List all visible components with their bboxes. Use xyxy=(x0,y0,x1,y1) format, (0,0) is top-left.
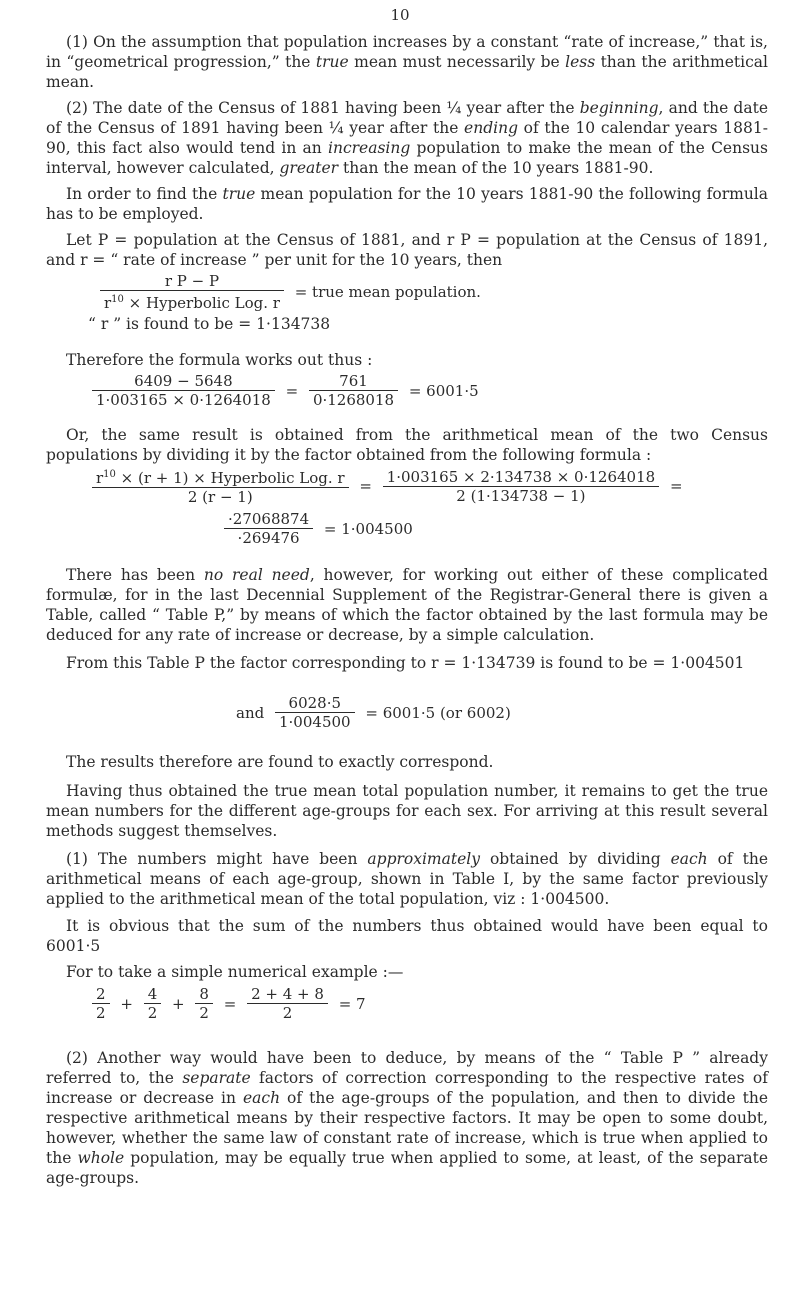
worked-numerator-2: 761 xyxy=(339,372,368,390)
example-fraction-3 xyxy=(195,985,213,1022)
check-denominator: 1·004500 xyxy=(275,712,355,731)
paragraph-factor-found: From this Table P the factor corresponding to r = 1·134739 is found to be = 1·004501 xyxy=(66,654,745,672)
plus-sign: + xyxy=(120,994,133,1013)
worked-result: = 6001·5 xyxy=(408,381,479,400)
factor-result-fraction xyxy=(224,510,313,547)
formula-denominator xyxy=(100,290,284,312)
factor-numerator-numeric: 1·003165 × 2·134738 × 0·1264018 xyxy=(386,467,656,486)
equals-sign: = xyxy=(223,994,237,1013)
r-symbol: r xyxy=(96,469,104,487)
equals-sign: = xyxy=(359,477,372,495)
exponent: 10 xyxy=(111,294,124,305)
factor-fraction xyxy=(92,466,349,506)
formula-factor xyxy=(92,466,689,506)
example-fraction-2 xyxy=(144,985,162,1022)
paragraph-method-2: (2) Another way would have been to deduce, by means of the “ Table P ” already referred to, the separate factors of correction corresponding to the respective rates of increase or decrease in each of the age-groups of the population, and then to divide the respective arithmetical means by their respective factors. It may be open to some doubt, however, whether the same law of constant rate of increase, which is true when applied to the whole population, may be equally true when applied to some, at least, of the separate age-groups. xyxy=(46,1049,769,1187)
formula-worked xyxy=(92,372,485,409)
worked-denominator-2: 0·1268018 xyxy=(309,390,398,409)
equals-sign: = xyxy=(669,477,683,495)
factor-fraction-numeric xyxy=(383,468,659,505)
and-word: and xyxy=(236,703,265,722)
formula-rhs: = true mean population. xyxy=(294,283,481,301)
paragraph-let-p: Let P = population at the Census of 1881, and r P = population at the Census of 1891, and r = “ rate of increase ” per unit for the 10 years, then xyxy=(46,231,768,269)
numerical-example xyxy=(92,985,372,1022)
paragraph-assumption: (1) On the assumption that population increases by a constant “rate of increase,” that is, in “geometrical progression,” the true mean must necessarily be less than the arithmetical mean. xyxy=(46,33,768,91)
check-result: = 6001·5 (or 6002) xyxy=(365,703,511,722)
r-value-line: “ r ” is found to be = 1·134738 xyxy=(88,315,331,333)
formula-true-mean xyxy=(100,272,487,312)
example-denominator: 2 xyxy=(195,1003,213,1022)
example-result: = 7 xyxy=(338,994,366,1013)
paragraph-method-1: (1) The numbers might have been approximately obtained by dividing each of the arithmetical means of each age-group, shown in Table I, by the same factor previously applied to the arithmetical mean of the total population, viz : 1·004500. xyxy=(46,850,768,908)
paragraph-true-mean: In order to find the true mean population for the 10 years 1881-90 the following formula has to be employed. xyxy=(46,185,768,223)
example-sum-denominator: 2 xyxy=(247,1003,328,1022)
example-numerator: 8 xyxy=(199,985,209,1003)
therefore-line: Therefore the formula works out thus : xyxy=(66,351,373,369)
worked-fraction-2 xyxy=(309,372,398,409)
formula-fraction xyxy=(100,272,284,312)
plus-sign: + xyxy=(172,994,185,1013)
factor-result-numerator: ·27068874 xyxy=(228,510,310,528)
page-number: 10 xyxy=(390,6,410,24)
worked-numerator-1: 6409 − 5648 xyxy=(134,372,233,390)
factor-result-value: = 1·004500 xyxy=(323,519,413,538)
equals-sign: = xyxy=(285,381,299,400)
exponent: 10 xyxy=(103,469,116,480)
worked-fraction-1 xyxy=(92,372,275,409)
example-denominator: 2 xyxy=(144,1003,162,1022)
factor-result-denominator: ·269476 xyxy=(224,528,313,547)
factor-denominator-numeric: 2 (1·134738 − 1) xyxy=(383,486,659,505)
paragraph-sum-equal: It is obvious that the sum of the numbers thus obtained would have been equal to 6001·5 xyxy=(46,917,768,955)
example-sum-numerator: 2 + 4 + 8 xyxy=(251,985,324,1003)
hyperbolic-log: × Hyperbolic Log. r xyxy=(123,294,280,312)
paragraph-true-mean-total: Having thus obtained the true mean total population number, it remains to get the true mean numbers for the different age-groups for each sex. For arriving at this result several methods suggest themselves. xyxy=(46,782,768,840)
r-symbol: r xyxy=(104,294,112,312)
paragraph-table-p: There has been no real need, however, for working out either of these complicated formulæ, for in the last Decennial Supplement of the Registrar-General there is given a Table, called “ Table P,” by means of which the factor obtained by the last formula may be deduced for any rate of increase or decrease, by a simple calculation. xyxy=(46,566,768,644)
formula-check xyxy=(230,694,517,731)
paragraph-census-dates: (2) The date of the Census of 1881 having been ¼ year after the beginning, and the date of the Census of 1891 having been ¼ year after the ending of the 10 calendar years 1881-90, this fact also would tend in an increasing population to make the mean of the Census interval, however calculated, greater than the mean of the 10 years 1881-90. xyxy=(46,99,768,177)
example-sum-fraction xyxy=(247,985,328,1022)
paragraph-arithmetical-mean: Or, the same result is obtained from the arithmetical mean of the two Census populations by dividing it by the factor obtained from the following formula : xyxy=(46,426,768,464)
example-numerator: 4 xyxy=(147,985,158,1003)
formula-numerator: r P − P xyxy=(164,272,220,290)
example-numerator: 2 xyxy=(96,985,106,1003)
factor-denominator: 2 (r − 1) xyxy=(92,487,349,506)
example-denominator: 2 xyxy=(92,1003,110,1022)
factor-numerator xyxy=(92,466,349,487)
paragraph-example-intro: For to take a simple numerical example :— xyxy=(66,963,404,981)
factor-numerator-rest: × (r + 1) × Hyperbolic Log. r xyxy=(115,469,345,487)
worked-denominator-1: 1·003165 × 0·1264018 xyxy=(92,390,275,409)
check-fraction xyxy=(275,694,355,731)
check-numerator: 6028·5 xyxy=(288,694,342,712)
paragraph-results-correspond: The results therefore are found to exactly correspond. xyxy=(66,753,494,771)
formula-factor-result xyxy=(224,510,419,547)
example-fraction-1 xyxy=(92,985,110,1022)
